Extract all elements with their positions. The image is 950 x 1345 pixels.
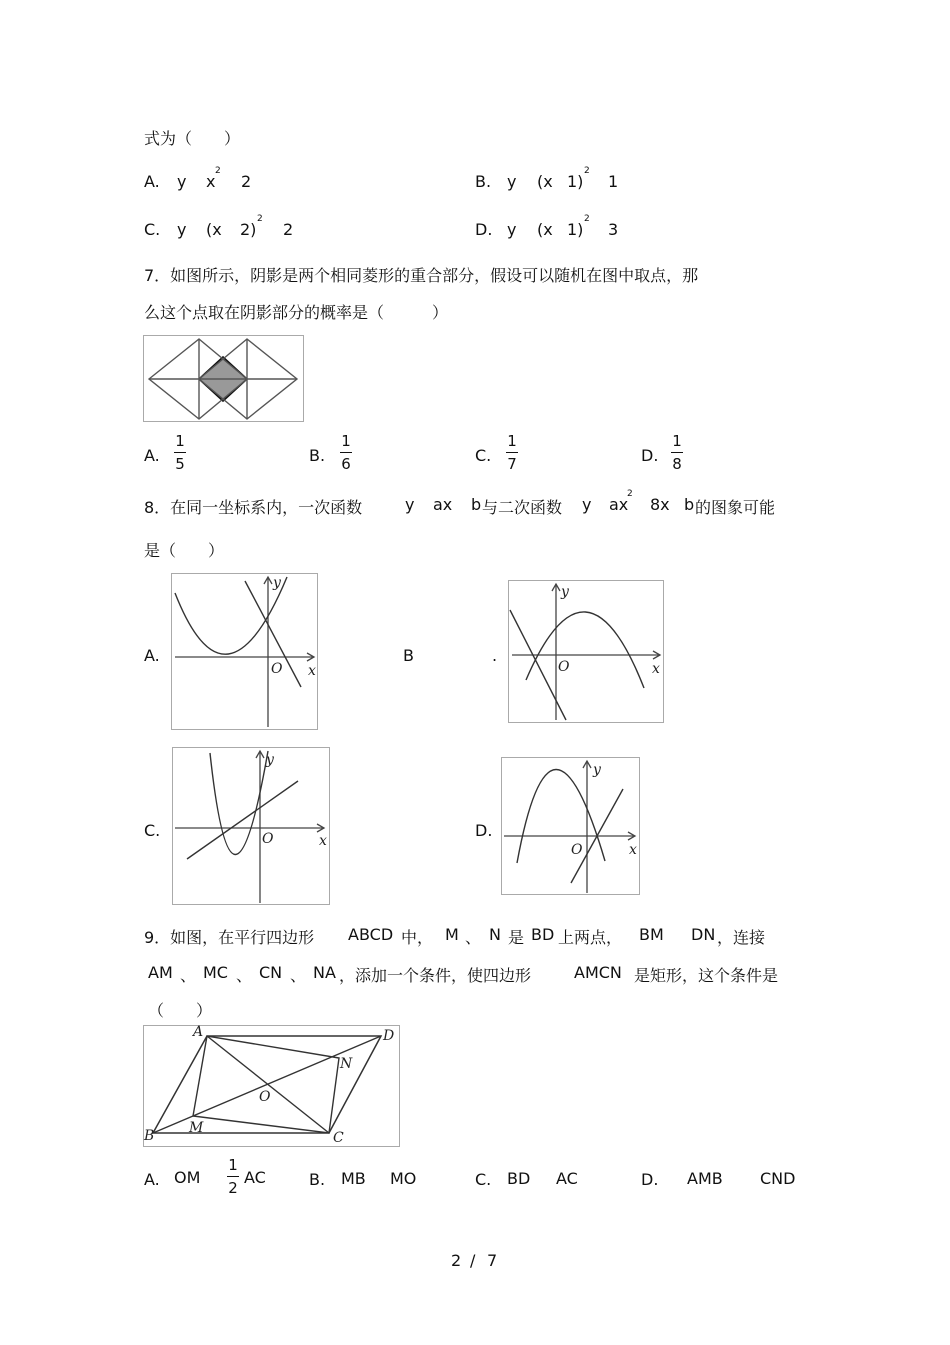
svg-text:M: M [189, 1120, 204, 1136]
q7-stem-line1: 7．如图所示，阴影是两个相同菱形的重合部分，假设可以随机在图中取点，那 [144, 266, 699, 285]
svg-text:x: x [308, 663, 316, 679]
q8-graph-a [171, 573, 318, 730]
svg-text:D: D [383, 1028, 395, 1044]
svg-text:y: y [593, 762, 601, 778]
q8-option-b-dot: . [492, 646, 498, 665]
svg-text:O: O [262, 831, 274, 847]
q9-parallelogram-figure [143, 1025, 400, 1147]
q8-option-c-label: C. [144, 821, 161, 840]
q8-option-a-label: A. [144, 646, 160, 665]
svg-text:B: B [144, 1128, 155, 1144]
svg-text:A: A [193, 1024, 204, 1040]
svg-text:x: x [319, 833, 327, 849]
svg-text:N: N [340, 1056, 353, 1072]
svg-text:O: O [259, 1089, 271, 1105]
svg-text:O: O [571, 842, 583, 858]
svg-text:y: y [266, 752, 274, 768]
svg-text:O: O [558, 659, 570, 675]
q8-option-b-label: B [403, 646, 414, 665]
q8-stem-line2: 是（ ） [144, 541, 225, 560]
q9-stem-line3: （ ） [148, 1001, 213, 1020]
svg-text:y: y [561, 584, 569, 600]
svg-text:C: C [333, 1130, 344, 1146]
svg-text:x: x [629, 842, 637, 858]
svg-text:y: y [273, 575, 281, 591]
q8-graph-c [172, 747, 330, 905]
svg-text:O: O [271, 661, 283, 677]
svg-text:x: x [652, 661, 660, 677]
q8-graph-b [508, 580, 664, 723]
q7-rhombus-figure [143, 335, 304, 422]
q8-option-d-label: D. [475, 821, 493, 840]
q7-stem-line2: 么这个点取在阴影部分的概率是（ ） [144, 303, 449, 322]
q6-stem-tail: 式为（ ） [144, 129, 241, 148]
q8-graph-d [501, 757, 640, 895]
